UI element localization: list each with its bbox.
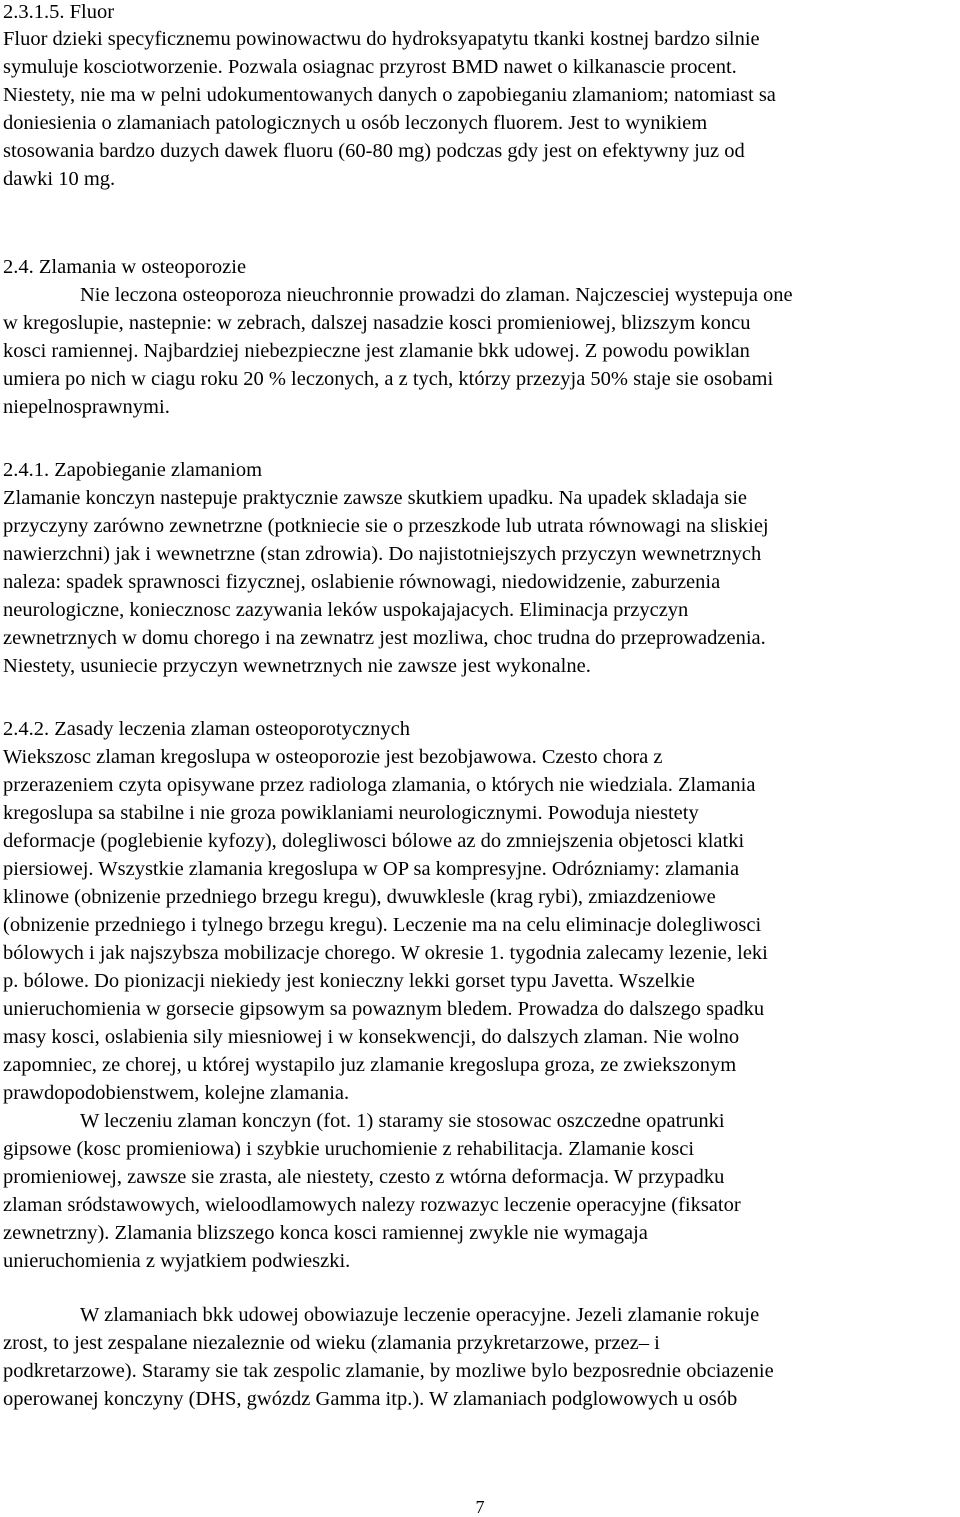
text-line: symuluje kosciotworzenie. Pozwala osiagnac przyrost BMD nawet o kilkanascie procent. — [3, 56, 737, 78]
text-line: zewnetrznych w domu chorego i na zewnatrz jest mozliwa, choc trudna do przeprowadzenia. — [3, 627, 766, 649]
text-line: bólowych i jak najszybsza mobilizacje chorego. W okresie 1. tygodnia zalecamy lezenie, leki — [3, 942, 768, 964]
text-line: Wiekszosc zlaman kregoslupa w osteoporozie jest bezobjawowa. Czesto chora z — [3, 746, 663, 768]
text-line: zrost, to jest zespalane niezaleznie od wieku (zlamania przykretarzowe, przez– i — [3, 1332, 660, 1354]
text-line: neurologiczne, koniecznosc zazywania leków uspokajajacych. Eliminacja przyczyn — [3, 599, 689, 621]
text-line: W zlamaniach bkk udowej obowiazuje leczenie operacyjne. Jezeli zlamanie rokuje — [80, 1304, 760, 1326]
text-line: Niestety, usuniecie przyczyn wewnetrznych nie zawsze jest wykonalne. — [3, 655, 591, 677]
text-line: przyczyny zarówno zewnetrzne (potkniecie sie o przeszkode lub utrata równowagi na sliskiej — [3, 515, 769, 537]
text-line: niepelnosprawnymi. — [3, 396, 170, 418]
text-line: W leczeniu zlaman konczyn (fot. 1) staramy sie stosowac oszczedne opatrunki — [80, 1110, 725, 1132]
text-line: masy kosci, oslabienia sily miesniowej i w konsekwencji, do dalszych zlaman. Nie wolno — [3, 1026, 740, 1048]
text-line: przerazeniem czyta opisywane przez radiologa zlamania, o których nie wiedziala. Zlamania — [3, 774, 756, 796]
text-line: kregoslupa sa stabilne i nie groza powiklaniami neurologicznymi. Powoduja niestety — [3, 802, 699, 824]
text-line: 2.4. Zlamania w osteoporozie — [3, 256, 247, 278]
text-line: 2.4.2. Zasady leczenia zlaman osteoporotycznych — [3, 718, 410, 740]
text-line: Niestety, nie ma w pelni udokumentowanych danych o zapobieganiu zlamaniom; natomiast sa — [3, 84, 776, 106]
text-line: stosowania bardzo duzych dawek fluoru (60-80 mg) podczas gdy jest on efektywny juz od — [3, 140, 745, 162]
text-line: unieruchomienia w gorsecie gipsowym sa powaznym bledem. Prowadza do dalszego spadku — [3, 998, 765, 1020]
text-line: nawierzchni) jak i wewnetrzne (stan zdrowia). Do najistotniejszych przyczyn wewnetrznych — [3, 543, 762, 565]
text-line: 2.4.1. Zapobieganie zlamaniom — [3, 459, 263, 481]
text-line: zlaman sródstawowych, wieloodlamowych nalezy rozwazyc leczenie operacyjne (fiksator — [3, 1194, 741, 1216]
text-line: unieruchomienia z wyjatkiem podwieszki. — [3, 1250, 351, 1272]
text-line: promieniowej, zawsze sie zrasta, ale niestety, czesto z wtórna deformacja. W przypadku — [3, 1166, 725, 1188]
text-line: gipsowe (kosc promieniowa) i szybkie uruchomienie z rehabilitacja. Zlamanie kosci — [3, 1138, 695, 1160]
text-line: zewnetrzny). Zlamania blizszego konca kosci ramiennej zwykle nie wymagaja — [3, 1222, 648, 1244]
text-line: Zlamanie konczyn nastepuje praktycznie zawsze skutkiem upadku. Na upadek skladaja sie — [3, 487, 747, 509]
text-line: klinowe (obnizenie przedniego brzegu kregu), dwuwklesle (krag rybi), zmiazdzeniowe — [3, 886, 716, 908]
text-line: dawki 10 mg. — [3, 168, 116, 190]
text-line: kosci ramiennej. Najbardziej niebezpieczne jest zlamanie bkk udowej. Z powodu powiklan — [3, 340, 750, 362]
text-line: zapomniec, ze chorej, u której wystapilo juz zlamanie kregoslupa groza, ze zwiekszonym — [3, 1054, 737, 1076]
text-line: podkretarzowe). Staramy sie tak zespolic zlamanie, by mozliwe bylo bezposrednie obciazenie — [3, 1360, 774, 1382]
text-line: (obnizenie przedniego i tylnego brzegu kregu). Leczenie ma na celu eliminacje dolegliwosci — [3, 914, 762, 936]
text-line: Fluor dzieki specyficznemu powinowactwu do hydroksyapatytu tkanki kostnej bardzo silnie — [3, 28, 760, 50]
text-line: prawdopodobienstwem, kolejne zlamania. — [3, 1082, 350, 1104]
text-line: piersiowej. Wszystkie zlamania kregoslupa w OP sa kompresyjne. Odrózniamy: zlamania — [3, 858, 740, 880]
text-line: w kregoslupie, nastepnie: w zebrach, dalszej nasadzie kosci promieniowej, blizszym koncu — [3, 312, 751, 334]
page-number: 7 — [475, 1497, 485, 1517]
text-line: 2.3.1.5. Fluor — [3, 1, 115, 23]
text-line: p. bólowe. Do pionizacji niekiedy jest konieczny lekki gorset typu Javetta. Wszelkie — [3, 970, 695, 992]
text-line: operowanej konczyny (DHS, gwózdz Gamma itp.). W zlamaniach podglowowych u osób — [3, 1388, 738, 1410]
text-line: umiera po nich w ciagu roku 20 % leczonych, a z tych, którzy przezyja 50% staje sie osobami — [3, 368, 774, 390]
text-line: Nie leczona osteoporoza nieuchronnie prowadzi do zlaman. Najczesciej wystepuja one — [80, 284, 793, 306]
text-line: doniesienia o zlamaniach patologicznych u osób leczonych fluorem. Jest to wynikiem — [3, 112, 708, 134]
text-line: naleza: spadek sprawnosci fizycznej, oslabienie równowagi, niedowidzenie, zaburzenia — [3, 571, 721, 593]
text-line: deformacje (poglebienie kyfozy), dolegliwosci bólowe az do zmniejszenia objetosci klatki — [3, 830, 745, 852]
